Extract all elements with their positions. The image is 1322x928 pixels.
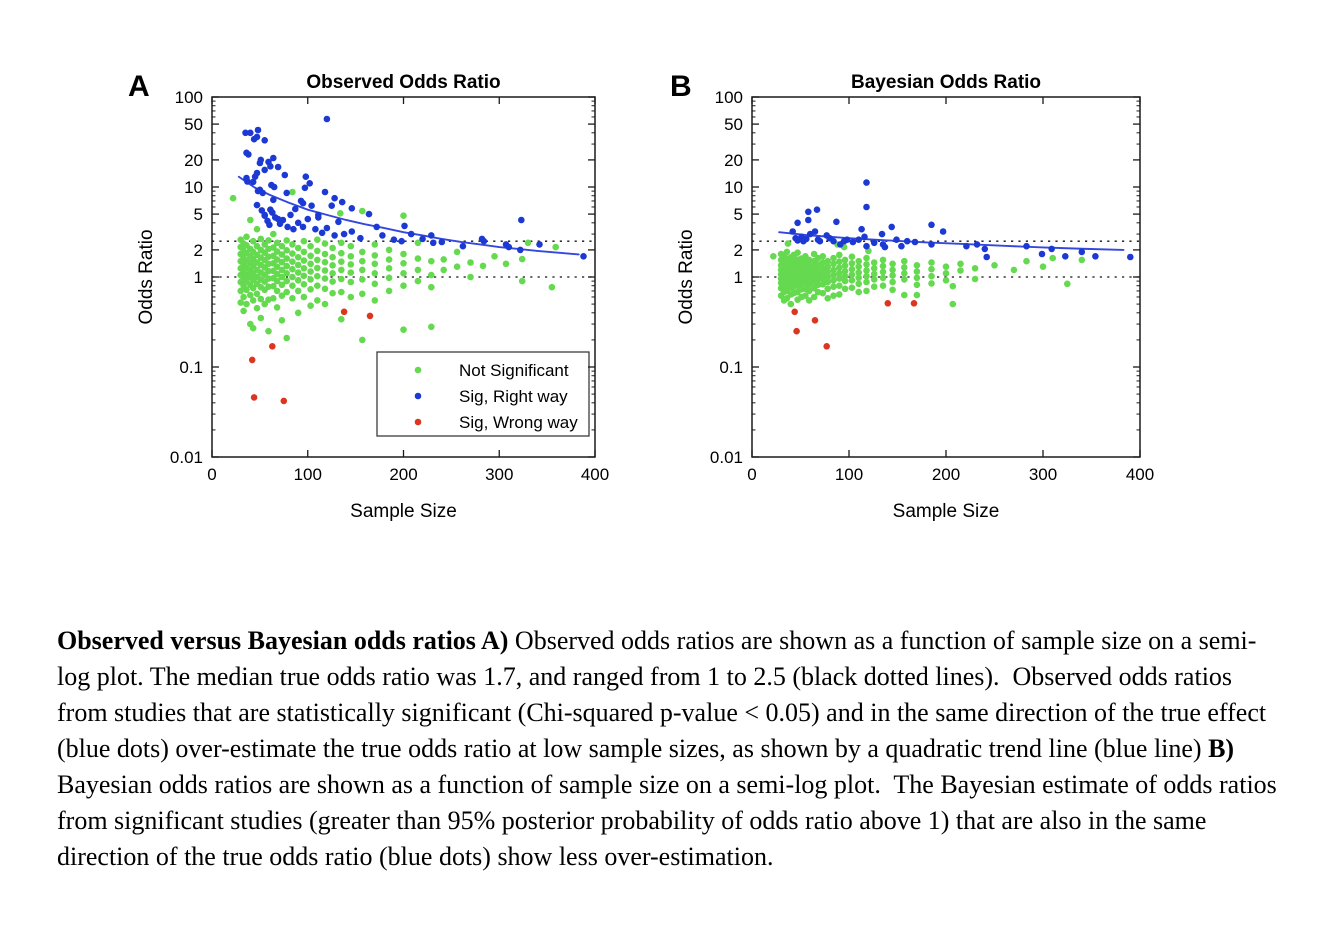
- y-tick-label: 0.01: [709, 448, 743, 467]
- y-tick-label: 5: [193, 205, 203, 225]
- panel-b-title: Bayesian Odds Ratio: [850, 72, 1042, 93]
- points-sig-right-way: [242, 116, 587, 260]
- y-tick-label: 0.1: [179, 358, 203, 377]
- legend-label: Sig, Wrong way: [459, 413, 578, 432]
- y-tick-label: 100: [174, 88, 203, 107]
- legend-marker: [415, 393, 422, 400]
- y-tick-label: 10: [184, 178, 203, 197]
- y-tick-label: 0.01: [169, 448, 203, 467]
- caption-text-b: Bayesian odds ratios are shown as a function of sample size on a semi-log plot. The Bayesian estimate of odds ratios from significant studies (greater than 95% posterior probability of odds ratio above 1) that are also in the same direction of the true odds ratio (blue dots) show less over-estimation.: [57, 734, 1284, 871]
- y-tick-label: 50: [184, 115, 203, 135]
- y-tick-label: 0.1: [719, 358, 743, 377]
- panel-b-letter: B: [670, 70, 692, 103]
- caption-text-a: Observed odds ratios are shown as a function of sample size on a semi-log plot. The median true odds ratio was 1.7, and ranged from 1 to 2.5 (black dotted lines). Observed odds ratios from studies that are statistically significant (Chi-squared p-value < 0.05) and in the same direction of the true effect (blue dots) over-estimate the true odds ratio at low sample sizes, as shown by a quadratic trend line (blue line): [57, 626, 1273, 763]
- points-sig-wrong-way: [791, 300, 917, 350]
- x-tick-label: 0: [207, 465, 217, 484]
- legend: [377, 352, 589, 436]
- y-tick-label: 10: [724, 178, 743, 197]
- x-tick-label: 100: [834, 465, 864, 484]
- points-not-significant: [230, 189, 559, 344]
- panel-a: [128, 70, 609, 522]
- y-tick-label: 20: [724, 150, 743, 170]
- panel-b: [670, 70, 1154, 522]
- y-tick-label: 1: [193, 268, 203, 287]
- y-tick-label: 100: [714, 88, 743, 107]
- caption-bold-b: B): [1208, 734, 1235, 763]
- x-tick-label: 300: [485, 465, 514, 484]
- panel-b-ylabel: Odds Ratio: [676, 229, 697, 325]
- legend-marker: [415, 367, 422, 374]
- x-tick-label: 300: [1028, 465, 1058, 484]
- points-not-significant: [770, 240, 1085, 307]
- panel-a-title: Observed Odds Ratio: [306, 72, 501, 93]
- caption-bold-lead: Observed versus Bayesian odds ratios A): [57, 626, 509, 655]
- panel-a-ylabel: Odds Ratio: [136, 229, 157, 325]
- y-tick-label: 2: [193, 240, 203, 260]
- x-tick-label: 400: [1125, 465, 1155, 484]
- panel-a-xlabel: Sample Size: [350, 501, 457, 522]
- y-tick-label: 50: [724, 115, 743, 135]
- points-sig-wrong-way: [249, 309, 373, 405]
- y-tick-label: 5: [733, 205, 743, 225]
- y-tick-label: 20: [184, 150, 203, 170]
- legend-marker: [415, 419, 422, 426]
- panel-a-letter: A: [128, 70, 150, 103]
- y-tick-label: 1: [733, 268, 743, 287]
- legend-label: Sig, Right way: [459, 387, 568, 406]
- figure-caption: [57, 623, 1284, 875]
- x-tick-label: 100: [293, 465, 322, 484]
- legend-label: Not Significant: [459, 361, 569, 380]
- panel-b-xlabel: Sample Size: [892, 501, 1000, 522]
- x-tick-label: 200: [389, 465, 418, 484]
- x-tick-label: 400: [580, 465, 610, 484]
- x-tick-label: 0: [747, 465, 757, 484]
- y-tick-label: 2: [733, 240, 743, 260]
- x-tick-label: 200: [931, 465, 961, 484]
